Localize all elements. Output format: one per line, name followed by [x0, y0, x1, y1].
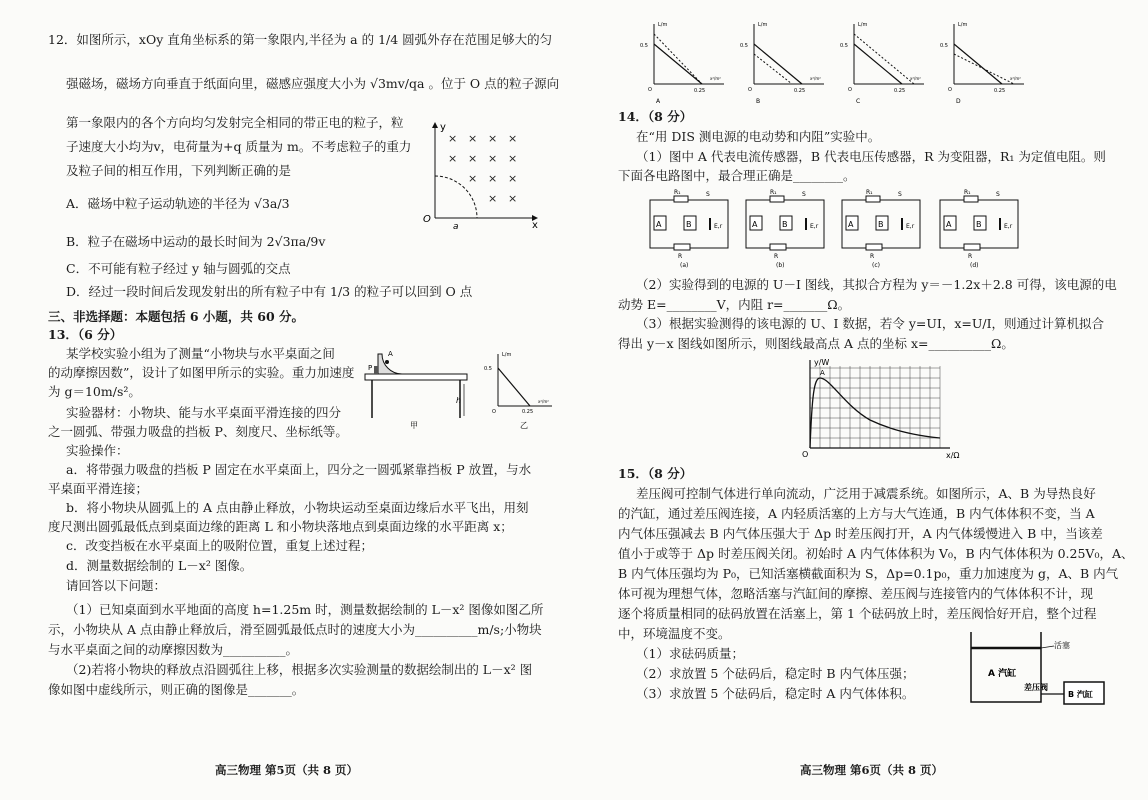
circuit-c-r1: R₁	[866, 189, 873, 196]
left-page-footer: 高三物理 第5页（共 8 页）	[215, 763, 359, 777]
graph-a-lm: L/m	[658, 22, 668, 28]
circuit-a-s: S	[706, 191, 710, 198]
graph-c-025: 0.25	[894, 88, 906, 94]
q13-part-2-cont: 像如图中虚线所示，则正确的图像是_______。	[48, 682, 305, 697]
circuit-d	[940, 189, 1018, 269]
fig-x2-label: x²/m²	[538, 399, 549, 404]
graph-c-05: 0.5	[840, 43, 848, 49]
graph-c	[840, 22, 924, 105]
circuit-c-caption: (c)	[872, 262, 880, 269]
circuit-b-caption: (b)	[776, 262, 785, 269]
svg-text:×: ×	[508, 132, 518, 145]
circuit-a-r: R	[678, 253, 683, 260]
circuit-c	[842, 189, 920, 269]
circuit-b-a: A	[752, 220, 758, 229]
svg-text:×: ×	[488, 192, 498, 205]
fig-valve-label: 差压阀	[1024, 683, 1048, 692]
graph-d-x2: x²/m²	[1010, 76, 1021, 81]
graph-a-025: 0.25	[694, 88, 706, 94]
circuit-c-r: R	[870, 253, 875, 260]
fig-yi-caption: 乙	[520, 421, 528, 430]
circuit-d-e: E,r	[1004, 223, 1013, 230]
graph-c-label: C	[856, 98, 861, 105]
svg-text:×: ×	[508, 152, 518, 165]
fig-p-label: P	[368, 364, 373, 372]
q12-option-b: B．粒子在磁场中运动的最长时间为 2√3πa/9v	[66, 234, 326, 249]
q14-heading: 14．（8 分）	[618, 109, 693, 124]
q13-step-a-cont: 平桌面平滑连接；	[48, 481, 149, 496]
right-page	[574, 0, 1148, 800]
graph-b-o: O	[748, 87, 752, 93]
circuit-c-s: S	[898, 191, 902, 198]
circuit-b-e: E,r	[810, 223, 819, 230]
graph-c-o: O	[848, 87, 852, 93]
graph-d	[940, 22, 1024, 105]
circuit-b	[746, 189, 824, 269]
graph-d-025: 0.25	[994, 88, 1006, 94]
graph-d-label: D	[956, 98, 961, 105]
circuit-a-caption: (a)	[680, 262, 689, 269]
q12-option-a: A．磁场中粒子运动轨迹的半径为 √3a/3	[66, 196, 290, 211]
svg-text:×: ×	[468, 132, 478, 145]
svg-text:×: ×	[488, 132, 498, 145]
fig-piston-label: 活塞	[1054, 641, 1070, 650]
svg-text:×: ×	[508, 192, 518, 205]
q15-line8: 中，环境温度不变。	[618, 626, 731, 641]
circuit-d-a: A	[946, 220, 952, 229]
circuit-d-r: R	[968, 253, 973, 260]
fig-a-point-label: A	[388, 350, 393, 358]
fig-cylinder-b-label: B 汽缸	[1068, 690, 1093, 699]
q12-line5: 及粒子间的相互作用，下列判断正确的是	[66, 163, 292, 178]
section-3-heading: 三、非选择题：本题包括 6 小题，共 60 分。	[48, 309, 305, 324]
q13-intro-3: 为 g＝10m/s²。	[48, 384, 141, 399]
graph-origin-label: O	[802, 450, 809, 459]
q12-line2: 强磁场，磁场方向垂直于纸面向里，磁感应强度大小为 √3mv/qa 。位于 O 点的粒子源向	[66, 76, 560, 91]
graph-b-025: 0.25	[794, 88, 806, 94]
q14-part-3: （3）根据实验测得的该电源的 U、I 数据，若令 y=UI，x=U/I，则通过计算机拟合	[636, 316, 1105, 331]
q13-part-2: （2)若将小物块的释放点沿圆弧往上移，根据多次实验测量的数据绘制出的 L－x² 图	[66, 662, 533, 677]
fig-h-label: h	[456, 396, 462, 405]
graph-a-05: 0.5	[640, 43, 648, 49]
graph-d-05: 0.5	[940, 43, 948, 49]
circuit-c-b: B	[878, 220, 884, 229]
q13-part-1: （1）已知桌面到水平地面的高度 h=1.25m 时，测量数据绘制的 L－x² 图像如图乙所	[66, 602, 544, 617]
q13-part-1-cont: 示，小物块从 A 点由静止释放后，滑至圆弧最低点时的速度大小为__________m/s;小物块	[48, 622, 542, 637]
svg-text:×: ×	[448, 152, 458, 165]
q15-step-1: （1）求砝码质量；	[636, 646, 744, 661]
fig-origin-label: O	[423, 214, 431, 225]
graph-b-lm: L/m	[758, 22, 768, 28]
circuit-d-caption: (d)	[970, 262, 979, 269]
circuit-b-r1: R₁	[770, 189, 777, 196]
graph-b-05: 0.5	[740, 43, 748, 49]
fig-y-label: y	[440, 122, 446, 133]
q12-line1: 12．如图所示，xOy 直角坐标系的第一象限内,半径为 a 的 1/4 圆弧外存在范围足够大的匀	[48, 32, 553, 47]
svg-text:×: ×	[508, 172, 518, 185]
right-page-footer: 高三物理 第6页（共 8 页）	[800, 763, 944, 777]
circuit-b-r: R	[774, 253, 779, 260]
graph-b-label: B	[756, 98, 761, 105]
q12-option-c: C．不可能有粒子经过 y 轴与圆弧的交点	[66, 261, 291, 276]
circuit-b-b: B	[782, 220, 788, 229]
graph-a-x2: x²/m²	[710, 76, 721, 81]
q13-figure-jia	[360, 340, 475, 432]
circuit-b-s: S	[802, 191, 806, 198]
q15-line4: 值小于或等于 Δp 时差压阀关闭。初始时 A 内气体体积为 V₀，B 内气体体积为 0.25V₀，A、	[618, 546, 1134, 561]
circuit-diagrams	[644, 190, 1034, 268]
graph-a-o: O	[648, 87, 652, 93]
q15-step-2: （2）求放置 5 个砝码后，稳定时 B 内气体压强；	[636, 666, 915, 681]
q15-line2: 的汽缸，通过差压阀连接，A 内轻质活塞的上方与大气连通，B 内气体体积不变，当 A	[618, 506, 1095, 521]
q15-line6: 体可视为理想气体，忽略活塞与汽缸间的摩擦、差压阀与连接管内的气体体积不计，现	[618, 586, 1094, 601]
q14-part-3-cont: 得出 y－x 图线如图所示，则图线最高点 A 点的坐标 x=__________Ω。	[618, 336, 1014, 351]
graph-b	[740, 22, 824, 105]
q14-intro: 在“用 DIS 测电源的电动势和内阻”实验中。	[636, 129, 881, 144]
q14-part-1: （1）图中 A 代表电流传感器，B 代表电压传感器，R 为变阻器，R₁ 为定值电阻。则	[636, 149, 1106, 164]
graph-point-a-label: A	[820, 369, 825, 377]
graph-y-label: y/W	[814, 358, 830, 367]
q12-option-d: D．经过一段时间后发现发射出的所有粒子中有 1/3 的粒子可以回到 O 点	[66, 284, 473, 299]
fig-x-label: x	[532, 220, 538, 231]
svg-text:×: ×	[468, 152, 478, 165]
graph-b-x2: x²/m²	[810, 76, 821, 81]
q13-step-d: d．测量数据绘制的 L－x² 图像。	[66, 558, 253, 573]
graph-a-label: A	[656, 98, 661, 105]
q13-equipment-1: 实验器材：小物块、能与水平桌面平滑连接的四分	[66, 405, 342, 420]
circuit-a-r1: R₁	[674, 189, 681, 196]
circuit-a-e: E,r	[714, 223, 723, 230]
circuit-d-s: S	[996, 191, 1000, 198]
fig-cylinder-a-label: A 汽缸	[988, 669, 1017, 679]
svg-text:×: ×	[488, 172, 498, 185]
q15-heading: 15．（8 分）	[618, 466, 693, 481]
svg-text:×: ×	[448, 132, 458, 145]
q15-line7: 逐个将质量相同的砝码放置在活塞上，第 1 个砝码放上时，差压阀恰好开启，整个过程	[618, 606, 1097, 621]
magnetic-field-crosses	[448, 132, 517, 205]
q15-line5: B 内气体压强均为 P₀，已知活塞横截面积为 S，Δp=0.1p₀，重力加速度为 g，A、B 内气	[618, 566, 1119, 581]
graph-x-label: x/Ω	[946, 451, 960, 460]
q14-part-2: （2）实验得到的电源的 U－I 图线，其拟合方程为 y＝－1.2x＋2.8 可得，该电源的电	[636, 277, 1117, 292]
circuit-c-e: E,r	[906, 223, 915, 230]
q13-operations: 实验操作：	[66, 443, 129, 458]
q12-line4: 子速度大小均为v，电荷量为+q 质量为 m。不考虑粒子的重力	[66, 139, 412, 154]
fig-025-label: 0.25	[522, 409, 534, 415]
circuit-c-a: A	[848, 220, 854, 229]
q14-part-1-cont: 下面各电路图中，最合理正确是________。	[618, 168, 856, 183]
yx-graph	[800, 356, 980, 460]
q14-part-2-cont: 动势 E=________V，内阻 r=_______Ω。	[618, 297, 851, 312]
svg-text:×: ×	[468, 172, 478, 185]
option-graphs	[640, 18, 1034, 108]
q13-part-1-cont2: 与水平桌面之间的动摩擦因数为__________。	[48, 642, 299, 657]
q15-cylinder-figure	[966, 628, 1116, 712]
q13-figure-yi	[484, 348, 560, 430]
q13-step-b: b．将小物块从圆弧上的 A 点由静止释放，小物块运动至桌面边缘后水平飞出，用刻	[66, 500, 529, 515]
q15-step-3: （3）求放置 5 个砝码后，稳定时 A 内气体体积。	[636, 686, 915, 701]
graph-d-lm: L/m	[958, 22, 968, 28]
fig-05-label: 0.5	[484, 366, 492, 372]
q15-line1: 差压阀可控制气体进行单向流动，广泛用于减震系统。如图所示，A、B 为导热良好	[636, 486, 1096, 501]
q13-heading: 13．（6 分）	[48, 327, 123, 342]
circuit-a-a: A	[656, 220, 662, 229]
q13-intro-2: 的动摩擦因数”，设计了如图甲所示的实验。重力加速度	[48, 365, 355, 380]
q13-step-a: a．将带强力吸盘的挡板 P 固定在水平桌面上，四分之一圆弧紧靠挡板 P 放置，与水	[66, 462, 532, 477]
q12-line3: 第一象限内的各个方向均匀发射完全相同的带正电的粒子，粒	[66, 115, 404, 130]
fig-lm-label: L/m	[502, 352, 512, 358]
circuit-a	[650, 189, 728, 269]
fig-o-label: O	[492, 409, 496, 415]
fig-a-label: a	[453, 222, 459, 232]
svg-text:×: ×	[488, 152, 498, 165]
graph-d-o: O	[948, 87, 952, 93]
q13-step-c: c．改变挡板在水平桌面上的吸附位置，重复上述过程；	[66, 538, 374, 553]
q15-line3: 内气体压强减去 B 内气体压强大于 Δp 时差压阀打开，A 内气体缓慢进入 B 中，当该差	[618, 526, 1103, 541]
q13-step-b-cont: 度尺测出圆弧最低点到桌面边缘的距离 L 和小物块落地点到桌面边缘的水平距离 x；	[48, 519, 513, 534]
q13-equipment-2: 之一圆弧、带强力吸盘的挡板 P、刻度尺、坐标纸等。	[48, 424, 348, 439]
circuit-d-b: B	[976, 220, 982, 229]
graph-c-x2: x²/m²	[910, 76, 921, 81]
q13-ask: 请回答以下问题：	[66, 578, 167, 593]
fig-jia-caption: 甲	[410, 421, 418, 430]
circuit-d-r1: R₁	[964, 189, 971, 196]
q12-field-figure	[420, 118, 540, 230]
q13-intro-1: 某学校实验小组为了测量“小物块与水平桌面之间	[66, 346, 335, 361]
circuit-a-b: B	[686, 220, 692, 229]
graph-c-lm: L/m	[858, 22, 868, 28]
graph-a	[640, 22, 724, 105]
